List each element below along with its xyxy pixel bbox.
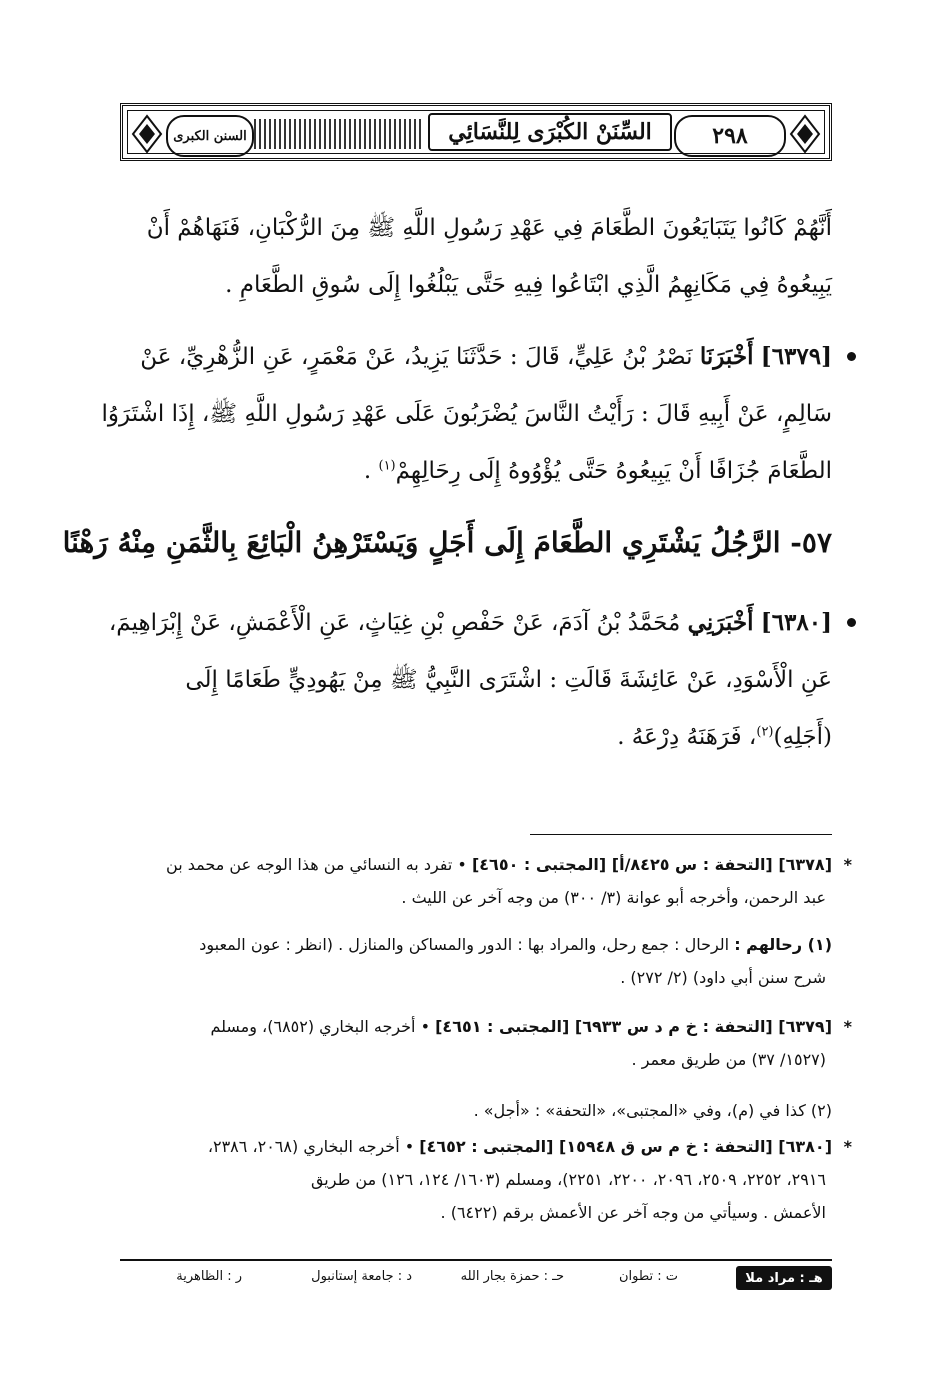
hadith-text: الطَّعَامَ جُزَافًا أَنْ يَبِيعُوهُ حَتَّى يُؤْوُوهُ إِلَى رِحَالِهِمْ <box>395 458 832 484</box>
footnote-line: (١٥٢٧/ ٣٧) من طريق معمر . <box>631 1050 826 1069</box>
footnote-text: الرحال : جمع رحل، والمراد بها : الدور والمساكن والمنازل . (انظر : عون المعبود <box>199 935 730 954</box>
siglum-r: ر : الظاهرية <box>176 1269 242 1284</box>
book-logo-text: السنن الكبرى <box>173 128 247 144</box>
footnote-note-1 <box>120 928 832 994</box>
book-logo <box>166 115 254 157</box>
text-line <box>120 328 832 386</box>
bullet-icon <box>847 618 856 627</box>
page-header <box>120 103 832 161</box>
manuscript-badge: هـ : مراد ملا <box>736 1266 832 1290</box>
intro-paragraph <box>120 200 832 314</box>
chapter-title: ٥٧- الرَّجُلُ يَشْتَرِي الطَّعَامَ إِلَى أَجَلٍ وَيَسْتَرْهِنُ الْبَائِعَ بِالثَّمَنِ مِنْهُ رَهْنًا <box>62 526 832 559</box>
hadith-6380 <box>108 594 832 766</box>
text-line <box>120 709 832 766</box>
page-number-box <box>674 115 786 157</box>
hadith-number: [٦٣٨٠] <box>760 609 832 636</box>
text-line: سَالِمٍ، عَنْ أَبِيهِ قَالَ : رَأَيْتُ النَّاسَ يُضْرَبُونَ عَلَى عَهْدِ رَسُولِ اللَّهِ ﷺ، إِذَا اشْتَرَوُا <box>101 401 832 427</box>
hadith-6379 <box>101 328 832 500</box>
book-title: السِّنَنْ الكُبْرَى لِلنَّسَائِي <box>448 119 652 145</box>
footnote-line <box>120 848 832 881</box>
footnote-note-2 <box>120 1094 832 1127</box>
hadith-lead: أَخْبَرَنِي <box>687 609 754 636</box>
footnote-line <box>120 928 832 961</box>
footnote-line <box>120 1010 832 1043</box>
line-end: ، فَرَهَنَهُ دِرْعَهُ . <box>617 724 757 750</box>
footnote-divider <box>530 834 832 835</box>
footnote-marker: (١) <box>378 458 396 474</box>
footnote-ref: [٦٣٧٩] [التحفة : خ م د س ٦٩٣٣] [المجتبى : ٤٦٥١] <box>435 1017 832 1036</box>
bullet-icon <box>847 352 856 361</box>
siglum-d: د : جامعة إستانبول <box>311 1269 412 1284</box>
footnote-text: • أخرجه البخاري (٦٨٥٢)، ومسلم <box>210 1017 431 1036</box>
star-icon: * <box>843 855 852 874</box>
footnote-line: عبد الرحمن، وأخرجه أبو عوانة (٣/ ٣٠٠) من وجه آخر عن الليث . <box>401 888 826 907</box>
text-line <box>120 443 832 500</box>
hadith-text: (أَجَلِهِ) <box>773 724 832 750</box>
footnote-marker: (٢) <box>756 724 774 740</box>
star-icon: * <box>843 1017 852 1036</box>
footnote-line <box>120 1130 832 1163</box>
footnote-line: الأعمش . وسيأتي من وجه آخر عن الأعمش برقم (٦٤٢٢) . <box>440 1203 826 1222</box>
header-pattern <box>254 119 422 149</box>
text-line: أَنَّهُمْ كَانُوا يَتَبَايَعُونَ الطَّعَامَ فِي عَهْدِ رَسُولِ اللَّهِ ﷺ مِنَ الرُّكْبَانِ، فَنَهَاهُمْ أَنْ <box>146 215 832 241</box>
ornament-icon <box>130 114 164 154</box>
page-number: ٢٩٨ <box>712 123 748 149</box>
ornament-icon <box>788 114 822 154</box>
bottom-divider <box>120 1259 832 1261</box>
manuscript-sigla-bar <box>120 1266 832 1290</box>
footnote-line: ٢٩١٦، ٢٢٥٢، ٢٥٠٩، ٢٠٩٦، ٢٢٠٠، ٢٢٥١)، ومسلم (١٦٠٣/ ١٢٤، ١٢٦) من طريق <box>310 1170 826 1189</box>
footnote-6380 <box>120 1130 852 1229</box>
line-end: . <box>363 458 379 484</box>
header-title-box <box>428 113 672 151</box>
text-line: عَنِ الْأَسْوَدِ، عَنْ عَائِشَةَ قَالَتِ : اشْتَرَى النَّبِيُّ ﷺ مِنْ يَهُودِيٍّ طَعَامًا إِلَى <box>185 667 832 693</box>
hadith-number: [٦٣٧٩] <box>760 343 832 370</box>
footnote-6379 <box>120 1010 852 1076</box>
hadith-lead: أَخْبَرَنَا <box>699 343 754 370</box>
footnote-ref: [٦٣٧٨] [التحفة : س ٨٤٢٥/أ] [المجتبى : ٤٦٥٠] <box>471 855 832 874</box>
footnote-term: (١) رحالهم : <box>734 935 832 954</box>
text-line <box>108 594 832 652</box>
footnote-line: شرح سنن أبي داود) (٢/ ٢٧٢) . <box>620 968 826 987</box>
hadith-text: نَصْرُ بْنُ عَلِيٍّ، قَالَ : حَدَّثَنَا يَزِيدُ، عَنْ مَعْمَرٍ، عَنِ الزُّهْرِيِّ، عَنْ <box>140 344 693 370</box>
header-frame <box>127 110 825 154</box>
text-line: يَبِيعُوهُ فِي مَكَانِهِمُ الَّذِي ابْتَاعُوا فِيهِ حَتَّى يَبْلُغُوا إِلَى سُوقِ الطَّعَامِ . <box>225 272 832 298</box>
footnote-text: • تفرد به النسائي من هذا الوجه عن محمد بن <box>166 855 467 874</box>
siglum-t: ت : تطوان <box>618 1269 678 1284</box>
hadith-text: مُحَمَّدُ بْنُ آدَمَ، عَنْ حَفْصِ بْنِ غِيَاثٍ، عَنِ الْأَعْمَشِ، عَنْ إِبْرَاهِيمَ، <box>108 610 681 636</box>
siglum-h: حـ : حمزة بجار الله <box>460 1269 564 1284</box>
footnote-6378 <box>120 848 852 914</box>
footnote-text: • أخرجه البخاري (٢٠٦٨، ٢٣٨٦، <box>207 1137 415 1156</box>
footnote-line: (٢) كذا في (م)، وفي «المجتبى»، «التحفة» : «أجل» . <box>473 1101 832 1120</box>
star-icon: * <box>843 1137 852 1156</box>
footnote-ref: [٦٣٨٠] [التحفة : خ م س ق ١٥٩٤٨] [المجتبى : ٤٦٥٢] <box>419 1137 832 1156</box>
